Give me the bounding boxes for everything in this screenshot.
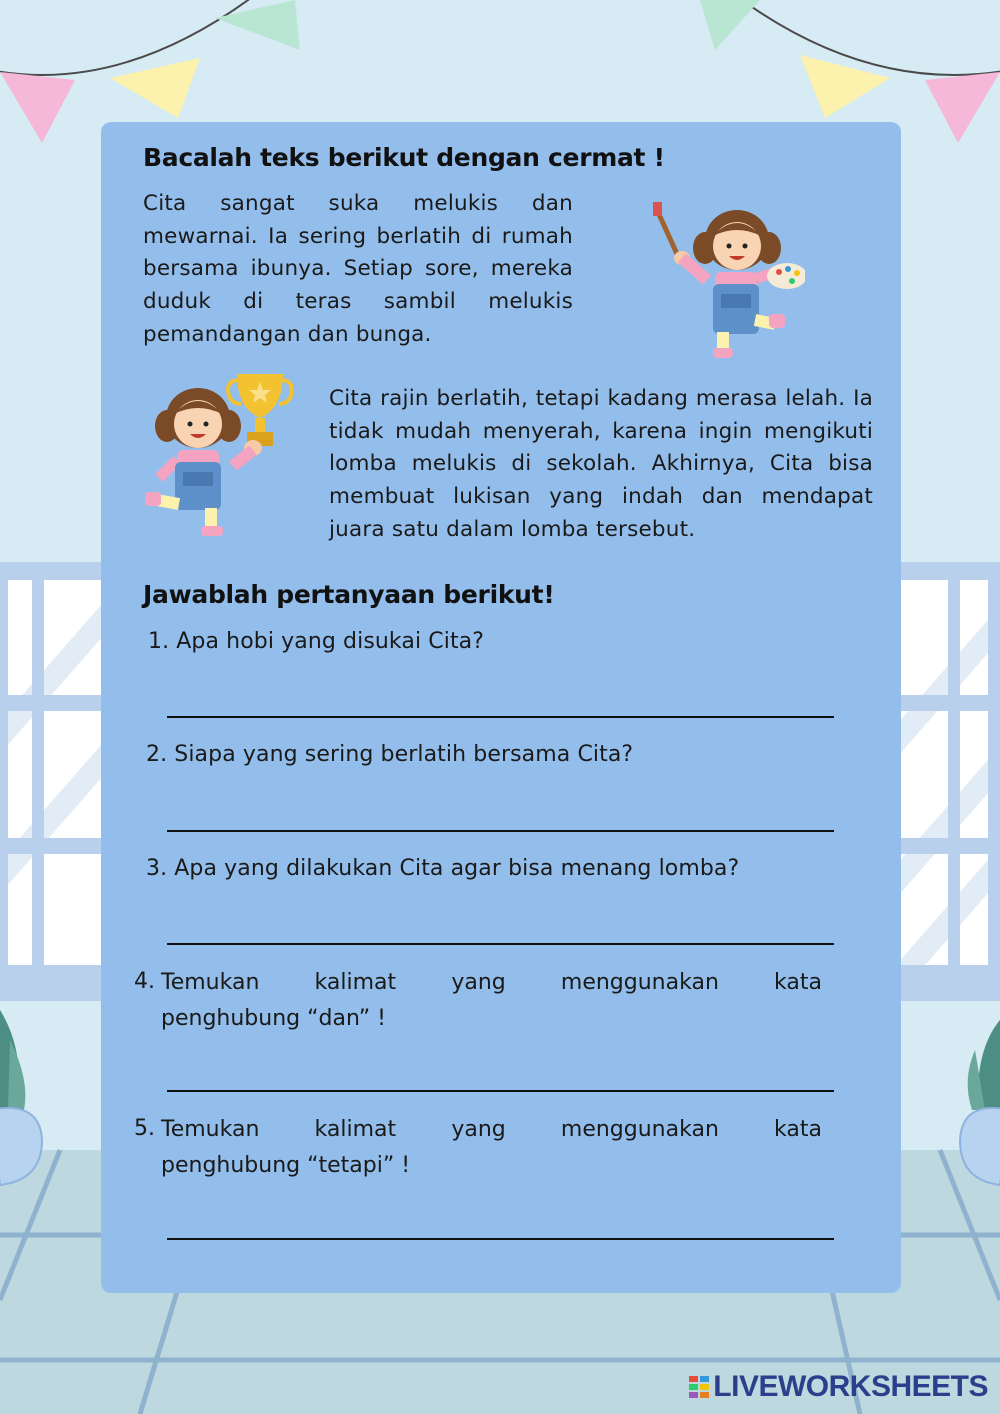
answer-line-2[interactable] — [167, 830, 834, 832]
girl-painting-icon — [645, 198, 805, 368]
question-5 — [161, 1112, 822, 1184]
question-4-number: 4. — [134, 969, 155, 994]
liveworksheets-logo-icon — [689, 1376, 709, 1398]
answer-line-5[interactable] — [167, 1238, 834, 1240]
paragraph-2: Cita rajin berlatih, tetapi kadang merasa lelah. Ia tidak mudah menyerah, karena ingin mengikuti lomba melukis di sekolah. Akhirnya, Cita bisa membuat lukisan yang indah dan mendapat juara satu dalam lomba tersebut. — [329, 386, 873, 542]
question-3: 3. Apa yang dilakukan Cita agar bisa menang lomba? — [146, 856, 740, 881]
question-4-line-1: Temukan kalimat yang menggunakan kata — [161, 970, 822, 995]
answer-line-4[interactable] — [167, 1090, 834, 1092]
paragraph-1: Cita sangat suka melukis dan mewarnai. Ia sering berlatih di rumah bersama ibunya. Setiap sore, mereka duduk di teras sambil melukis pemandangan dan bunga. — [143, 191, 573, 347]
girl-trophy-icon — [143, 368, 293, 543]
questions-title: Jawablah pertanyaan berikut! — [143, 580, 555, 609]
question-1: 1. Apa hobi yang disukai Cita? — [148, 629, 485, 654]
question-4 — [161, 965, 822, 1037]
answer-line-3[interactable] — [167, 943, 834, 945]
question-2: 2. Siapa yang sering berlatih bersama Cita? — [146, 742, 634, 767]
question-4-line-2: penghubung “dan” ! — [161, 1006, 386, 1031]
liveworksheets-logo[interactable] — [689, 1370, 988, 1404]
question-5-line-1: Temukan kalimat yang menggunakan kata — [161, 1117, 822, 1142]
logo-text: LIVEWORKSHEETS — [713, 1370, 988, 1403]
answer-line-1[interactable] — [167, 716, 834, 718]
question-5-line-2: penghubung “tetapi” ! — [161, 1153, 411, 1178]
question-5-number: 5. — [134, 1116, 155, 1141]
reading-title: Bacalah teks berikut dengan cermat ! — [143, 143, 665, 172]
